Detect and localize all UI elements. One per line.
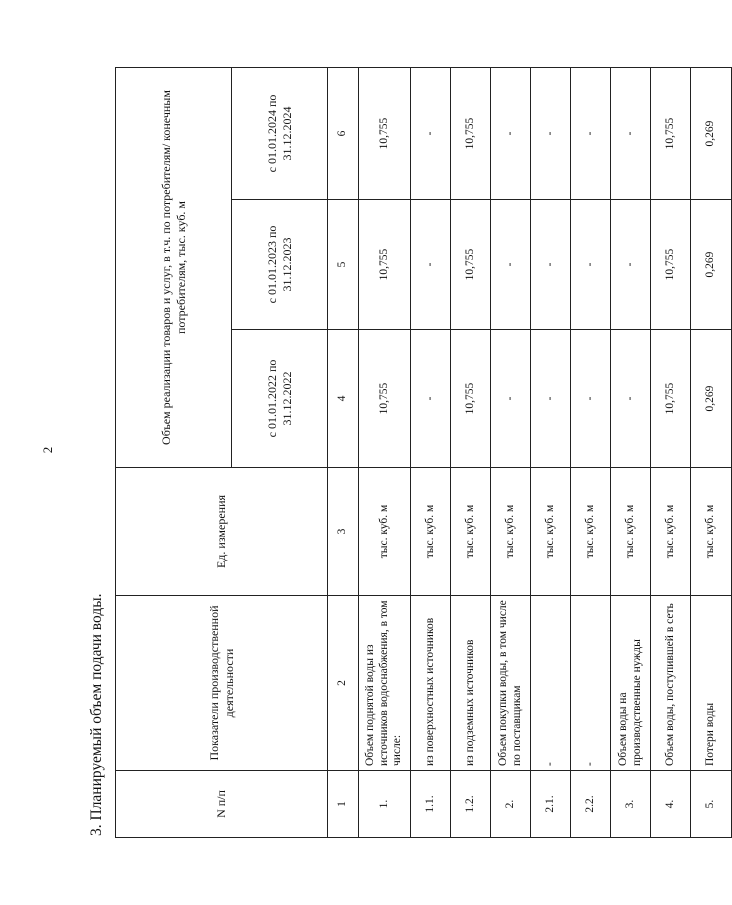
water-supply-table bbox=[115, 67, 732, 838]
table-row bbox=[611, 67, 651, 837]
row-number: 2.2. bbox=[571, 771, 611, 838]
value-2023: - bbox=[611, 200, 651, 330]
row-unit: тыс. куб. м bbox=[531, 468, 571, 596]
value-2024: - bbox=[411, 67, 451, 199]
row-label: Объем воды на производственные нужды bbox=[611, 596, 651, 771]
row-unit: тыс. куб. м bbox=[491, 468, 531, 596]
value-2022: 10,755 bbox=[359, 330, 411, 468]
value-2023: - bbox=[491, 200, 531, 330]
value-2022: 10,755 bbox=[451, 330, 491, 468]
column-number-row bbox=[328, 67, 359, 837]
table-row bbox=[691, 67, 732, 837]
value-2024: - bbox=[611, 67, 651, 199]
value-2022: - bbox=[611, 330, 651, 468]
table-row bbox=[531, 67, 571, 837]
row-unit: тыс. куб. м bbox=[451, 468, 491, 596]
row-label: - bbox=[531, 596, 571, 771]
column-number: 1 bbox=[328, 771, 359, 838]
row-label: из поверхностных источников bbox=[411, 596, 451, 771]
header-volume-group: Объем реализации товаров и услуг, в т.ч. по потребителям/ конечным потребителям, тыс. куб. м bbox=[116, 67, 232, 467]
section-heading: 3. Планируемый объем подачи воды. bbox=[88, 593, 105, 836]
header-unit: Ед. измерения bbox=[116, 468, 328, 596]
header-period-2023: с 01.01.2023 по 31.12.2023 bbox=[232, 200, 328, 330]
row-number: 2. bbox=[491, 771, 531, 838]
row-label: Объем воды, поступившей в сеть bbox=[651, 596, 691, 771]
value-2024: - bbox=[571, 67, 611, 199]
value-2023: - bbox=[411, 200, 451, 330]
value-2023: 0,269 bbox=[691, 200, 732, 330]
column-number: 5 bbox=[328, 200, 359, 330]
value-2024: 0,269 bbox=[691, 67, 732, 199]
value-2022: - bbox=[571, 330, 611, 468]
row-unit: тыс. куб. м bbox=[611, 468, 651, 596]
value-2023: - bbox=[531, 200, 571, 330]
row-unit: тыс. куб. м bbox=[691, 468, 732, 596]
page-number: 2 bbox=[40, 446, 55, 454]
row-number: 4. bbox=[651, 771, 691, 838]
header-row bbox=[116, 67, 232, 837]
header-period-2022: с 01.01.2022 по 31.12.2022 bbox=[232, 330, 328, 468]
row-label: - bbox=[571, 596, 611, 771]
row-unit: тыс. куб. м bbox=[651, 468, 691, 596]
column-number: 2 bbox=[328, 596, 359, 771]
value-2023: 10,755 bbox=[451, 200, 491, 330]
header-no: N п/п bbox=[116, 771, 328, 838]
table-row bbox=[651, 67, 691, 837]
value-2022: - bbox=[491, 330, 531, 468]
row-number: 2.1. bbox=[531, 771, 571, 838]
table-row bbox=[491, 67, 531, 837]
row-label: Объем поднятой воды из источников водоснабжения, в том числе: bbox=[359, 596, 411, 771]
table-row bbox=[451, 67, 491, 837]
value-2023: - bbox=[571, 200, 611, 330]
row-label: Потери воды bbox=[691, 596, 732, 771]
value-2022: 0,269 bbox=[691, 330, 732, 468]
table-row bbox=[571, 67, 611, 837]
row-number: 3. bbox=[611, 771, 651, 838]
row-label: из подземных источников bbox=[451, 596, 491, 771]
column-number: 6 bbox=[328, 67, 359, 199]
value-2022: - bbox=[531, 330, 571, 468]
row-number: 1. bbox=[359, 771, 411, 838]
header-indicator: Показатели производственной деятельности bbox=[116, 596, 328, 771]
value-2024: - bbox=[491, 67, 531, 199]
value-2023: 10,755 bbox=[359, 200, 411, 330]
header-period-2024: с 01.01.2024 по 31.12.2024 bbox=[232, 67, 328, 199]
value-2024: - bbox=[531, 67, 571, 199]
value-2024: 10,755 bbox=[359, 67, 411, 199]
value-2022: - bbox=[411, 330, 451, 468]
value-2022: 10,755 bbox=[651, 330, 691, 468]
value-2024: 10,755 bbox=[651, 67, 691, 199]
column-number: 3 bbox=[328, 468, 359, 596]
table-row bbox=[411, 67, 451, 837]
row-number: 1.1. bbox=[411, 771, 451, 838]
column-number: 4 bbox=[328, 330, 359, 468]
rotated-sheet bbox=[85, 68, 717, 838]
row-number: 1.2. bbox=[451, 771, 491, 838]
row-unit: тыс. куб. м bbox=[571, 468, 611, 596]
row-label: Объем покупки воды, в том числе по поставщикам bbox=[491, 596, 531, 771]
row-number: 5. bbox=[691, 771, 732, 838]
row-unit: тыс. куб. м bbox=[359, 468, 411, 596]
row-unit: тыс. куб. м bbox=[411, 468, 451, 596]
value-2023: 10,755 bbox=[651, 200, 691, 330]
table-row bbox=[359, 67, 411, 837]
value-2024: 10,755 bbox=[451, 67, 491, 199]
